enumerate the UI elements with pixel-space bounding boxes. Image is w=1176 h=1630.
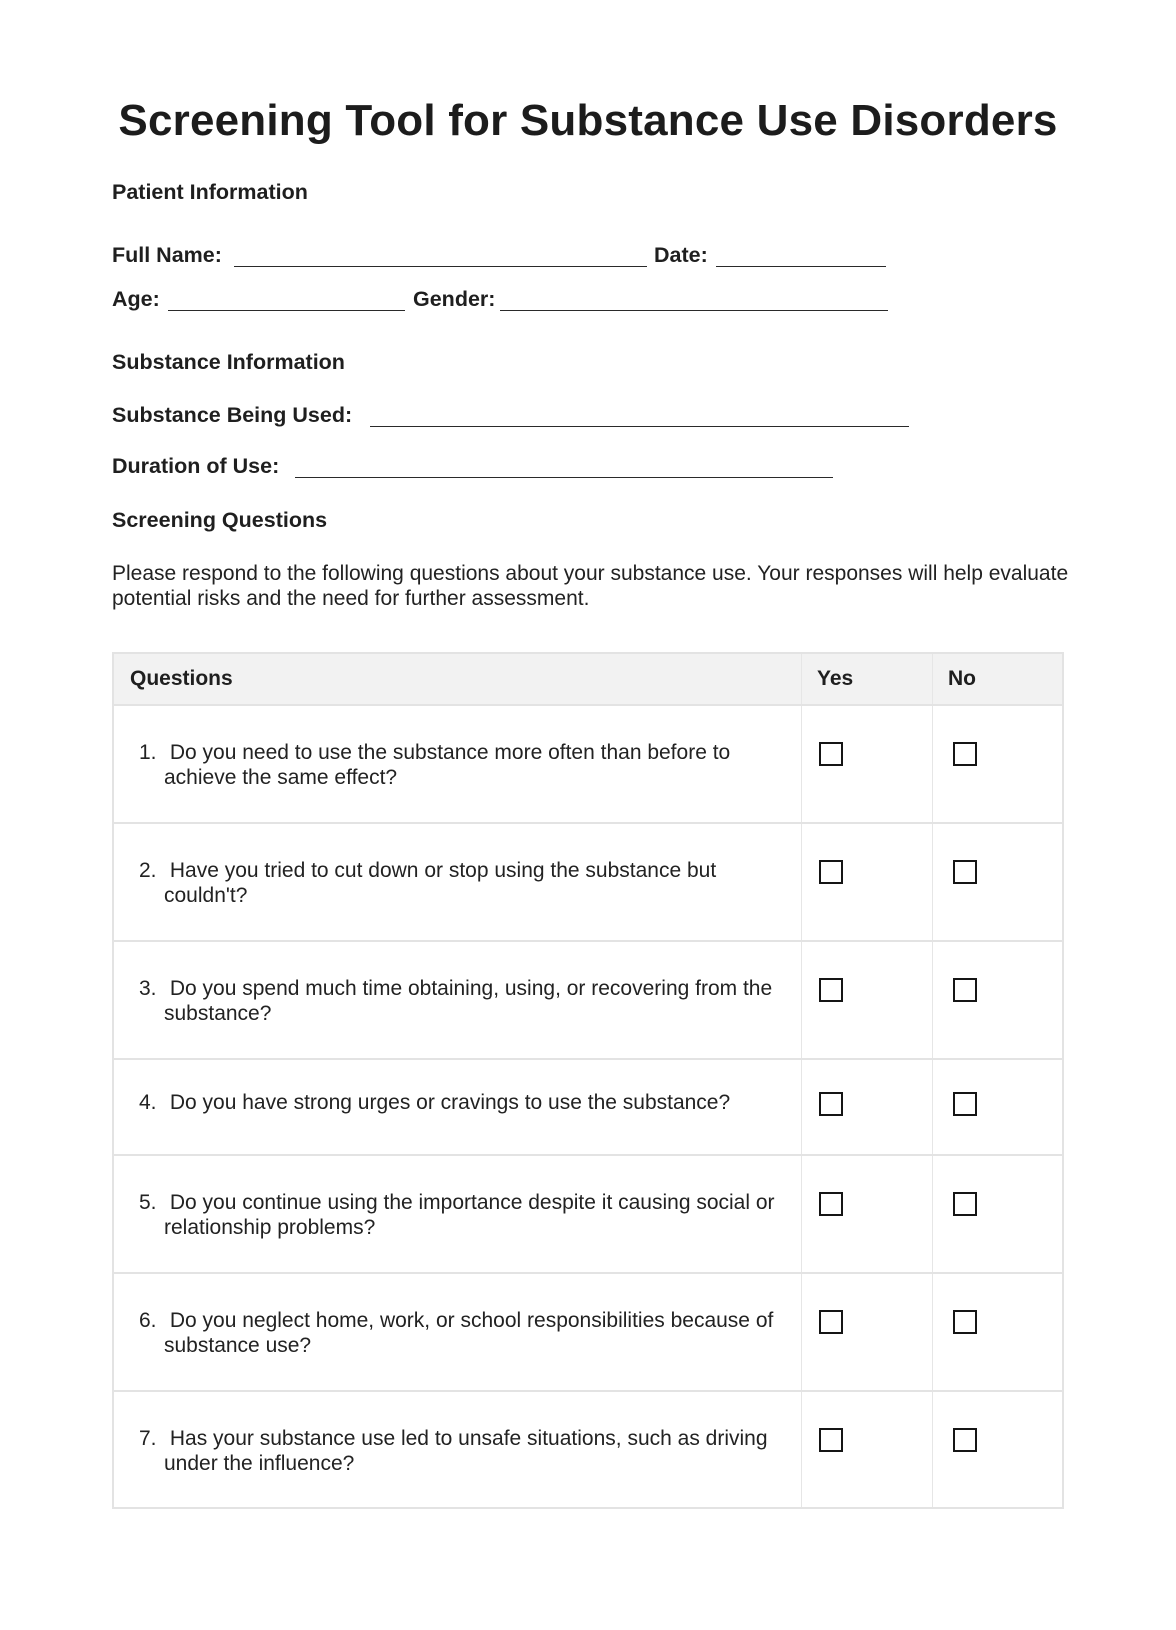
substance-row bbox=[112, 403, 932, 433]
question-text-block bbox=[139, 1190, 804, 1240]
no-cell bbox=[933, 1392, 1062, 1507]
table-header-row bbox=[114, 654, 1062, 704]
age-label: Age: bbox=[112, 287, 160, 311]
full-name-date-row bbox=[112, 243, 912, 273]
question-number: 6. bbox=[139, 1309, 157, 1332]
substance-information-heading: Substance Information bbox=[112, 350, 345, 374]
question-text: Do you spend much time obtaining, using, or recovering from the substance? bbox=[164, 977, 773, 1025]
no-checkbox[interactable] bbox=[953, 742, 977, 766]
column-header-questions: Questions bbox=[114, 654, 802, 704]
question-cell bbox=[114, 942, 802, 1058]
question-text-block bbox=[139, 740, 804, 790]
yes-checkbox[interactable] bbox=[819, 978, 843, 1002]
yes-cell bbox=[802, 1156, 933, 1272]
question-text: Do you have strong urges or cravings to use the substance? bbox=[169, 1091, 731, 1114]
column-header-yes: Yes bbox=[802, 654, 933, 704]
yes-checkbox[interactable] bbox=[819, 1192, 843, 1216]
question-row-6 bbox=[114, 1272, 1062, 1390]
gender-label: Gender: bbox=[413, 287, 496, 311]
substance-field[interactable] bbox=[370, 426, 909, 427]
gender-field[interactable] bbox=[500, 310, 888, 311]
question-number: 4. bbox=[139, 1091, 157, 1114]
screening-intro-text: Please respond to the following questions about your substance use. Your responses will help evaluate potential risks and the need for further assessment. bbox=[112, 562, 1069, 610]
full-name-field[interactable] bbox=[234, 266, 647, 267]
screening-questions-heading: Screening Questions bbox=[112, 508, 328, 532]
no-checkbox[interactable] bbox=[953, 978, 977, 1002]
question-row-3 bbox=[114, 940, 1062, 1058]
question-cell bbox=[114, 1060, 802, 1154]
substance-label: Substance Being Used: bbox=[112, 403, 353, 427]
no-checkbox[interactable] bbox=[953, 1092, 977, 1116]
yes-cell bbox=[802, 1274, 933, 1390]
yes-cell bbox=[802, 824, 933, 940]
question-number: 1. bbox=[139, 741, 157, 764]
question-number: 3. bbox=[139, 977, 157, 1000]
duration-label: Duration of Use: bbox=[112, 454, 280, 478]
no-cell bbox=[933, 1274, 1062, 1390]
question-text-block bbox=[139, 1090, 804, 1115]
yes-cell bbox=[802, 706, 933, 822]
yes-checkbox[interactable] bbox=[819, 1092, 843, 1116]
yes-checkbox[interactable] bbox=[819, 1310, 843, 1334]
question-text-block bbox=[139, 976, 804, 1026]
full-name-label: Full Name: bbox=[112, 243, 222, 267]
question-number: 7. bbox=[139, 1427, 157, 1450]
no-checkbox[interactable] bbox=[953, 1192, 977, 1216]
question-text: Do you continue using the importance despite it causing social or relationship problems? bbox=[164, 1191, 775, 1239]
question-text-block bbox=[139, 1308, 804, 1358]
yes-checkbox[interactable] bbox=[819, 1428, 843, 1452]
no-cell bbox=[933, 1156, 1062, 1272]
document-title: Screening Tool for Substance Use Disorders bbox=[118, 96, 1058, 145]
date-field[interactable] bbox=[716, 266, 886, 267]
question-cell bbox=[114, 1156, 802, 1272]
yes-checkbox[interactable] bbox=[819, 860, 843, 884]
question-text-block bbox=[139, 1426, 804, 1476]
question-text: Has your substance use led to unsafe situations, such as driving under the influence? bbox=[164, 1427, 768, 1475]
question-cell bbox=[114, 824, 802, 940]
age-field[interactable] bbox=[168, 310, 405, 311]
no-cell bbox=[933, 706, 1062, 822]
yes-cell bbox=[802, 1060, 933, 1154]
date-label: Date: bbox=[654, 243, 708, 267]
no-cell bbox=[933, 1060, 1062, 1154]
question-cell bbox=[114, 1274, 802, 1390]
screening-questions-table bbox=[112, 652, 1064, 1509]
question-cell bbox=[114, 706, 802, 822]
no-checkbox[interactable] bbox=[953, 860, 977, 884]
duration-field[interactable] bbox=[295, 477, 833, 478]
question-number: 2. bbox=[139, 859, 157, 882]
column-header-no: No bbox=[948, 667, 976, 690]
question-text-block bbox=[139, 858, 804, 908]
question-text: Do you neglect home, work, or school responsibilities because of substance use? bbox=[164, 1309, 774, 1357]
no-cell bbox=[933, 824, 1062, 940]
question-row-2 bbox=[114, 822, 1062, 940]
duration-row bbox=[112, 454, 932, 484]
yes-checkbox[interactable] bbox=[819, 742, 843, 766]
yes-cell bbox=[802, 942, 933, 1058]
age-gender-row bbox=[112, 287, 912, 317]
question-number: 5. bbox=[139, 1191, 157, 1214]
no-checkbox[interactable] bbox=[953, 1428, 977, 1452]
patient-information-heading: Patient Information bbox=[112, 180, 308, 204]
yes-cell bbox=[802, 1392, 933, 1507]
question-row-4 bbox=[114, 1058, 1062, 1154]
no-cell bbox=[933, 942, 1062, 1058]
question-cell bbox=[114, 1392, 802, 1507]
question-row-1 bbox=[114, 704, 1062, 822]
question-row-7 bbox=[114, 1390, 1062, 1507]
no-checkbox[interactable] bbox=[953, 1310, 977, 1334]
question-text: Do you need to use the substance more often than before to achieve the same effect? bbox=[164, 741, 731, 789]
question-text: Have you tried to cut down or stop using the substance but couldn't? bbox=[164, 859, 717, 907]
question-row-5 bbox=[114, 1154, 1062, 1272]
